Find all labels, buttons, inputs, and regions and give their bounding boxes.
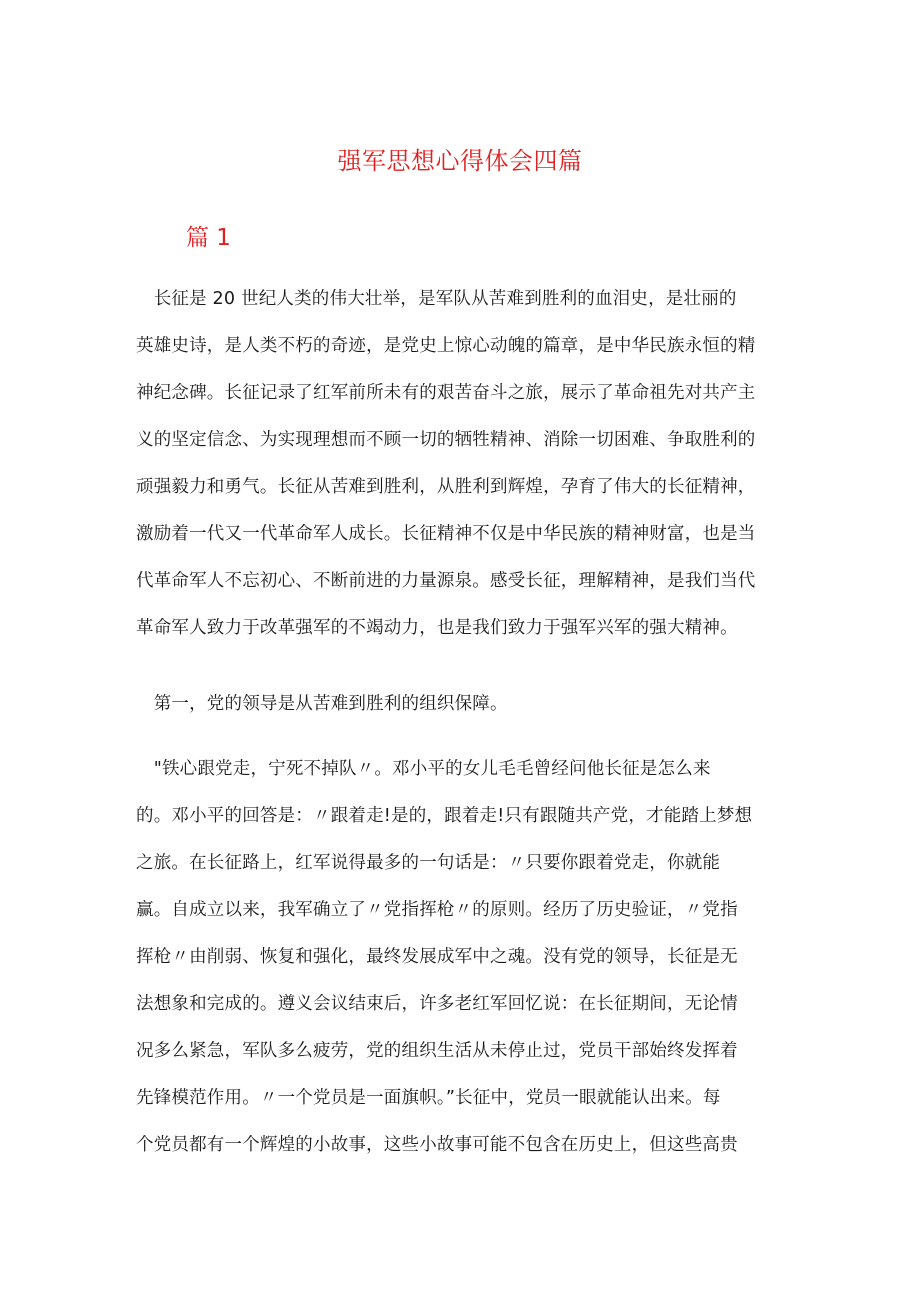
paragraph-line: 先锋模范作用。〃一个党员是一面旗帜。”长征中，党员一眼就能认出来。每 — [136, 1088, 721, 1108]
paragraph-line: 个党员都有一个辉煌的小故事，这些小故事可能不包含在历史上，但这些高贵 — [136, 1135, 738, 1155]
paragraph-1 — [136, 276, 786, 652]
paragraph-line: 的。邓小平的回答是：〃跟着走!是的，跟着走!只有跟随共产党，才能踏上梦想 — [136, 806, 753, 826]
paragraph-line: 顽强毅力和勇气。长征从苦难到胜利，从胜利到辉煌，孕育了伟大的长征精神， — [136, 477, 756, 497]
paragraph-line: 之旅。在长征路上，红军说得最多的一句话是：〃只要你跟着党走，你就能 — [136, 853, 721, 873]
paragraph-line: 法想象和完成的。遵义会议结束后，许多老红军回忆说：在长征期间，无论情 — [136, 994, 738, 1014]
paragraph-line: 义的坚定信念、为实现理想而不顾一切的牺牲精神、消除一切困难、争取胜利的 — [136, 430, 756, 450]
paragraph-line: 代革命军人不忘初心、不断前进的力量源泉。感受长征，理解精神，是我们当代 — [136, 571, 756, 591]
paragraph-line: 神纪念碑。长征记录了红军前所未有的艰苦奋斗之旅，展示了革命祖先对共产主 — [136, 383, 756, 403]
paragraph-line: 第一，党的领导是从苦难到胜利的组织保障。 — [136, 694, 508, 714]
paragraph-3 — [136, 746, 786, 1169]
paragraph-line: 激励着一代又一代革命军人成长。长征精神不仅是中华民族的精神财富，也是当 — [136, 524, 756, 544]
paragraph-2 — [136, 681, 786, 728]
paragraph-line: 英雄史诗，是人类不朽的奇迹，是党史上惊心动魄的篇章，是中华民族永恒的精 — [136, 336, 756, 356]
document-title: 强军思想心得体会四篇 — [337, 147, 583, 175]
paragraph-line: 长征是 20 世纪人类的伟大壮举，是军队从苦难到胜利的血泪史，是壮丽的 — [136, 289, 737, 309]
paragraph-line: 革命军人致力于改革强军的不竭动力，也是我们致力于强军兴军的强大精神。 — [136, 618, 738, 638]
section-heading: 篇 1 — [186, 225, 231, 251]
paragraph-line: 挥枪〃由削弱、恢复和强化，最终发展成军中之魂。没有党的领导，长征是无 — [136, 947, 738, 967]
paragraph-line: 况多么紧急，军队多么疲劳，党的组织生活从未停止过，党员干部始终发挥着 — [136, 1041, 738, 1061]
paragraph-line: 赢。自成立以来，我军确立了〃党指挥枪〃的原则。经历了历史验证，〃党指 — [136, 900, 738, 920]
paragraph-line: "铁心跟党走，宁死不掉队〃。邓小平的女儿毛毛曾经问他长征是怎么来 — [136, 759, 711, 779]
